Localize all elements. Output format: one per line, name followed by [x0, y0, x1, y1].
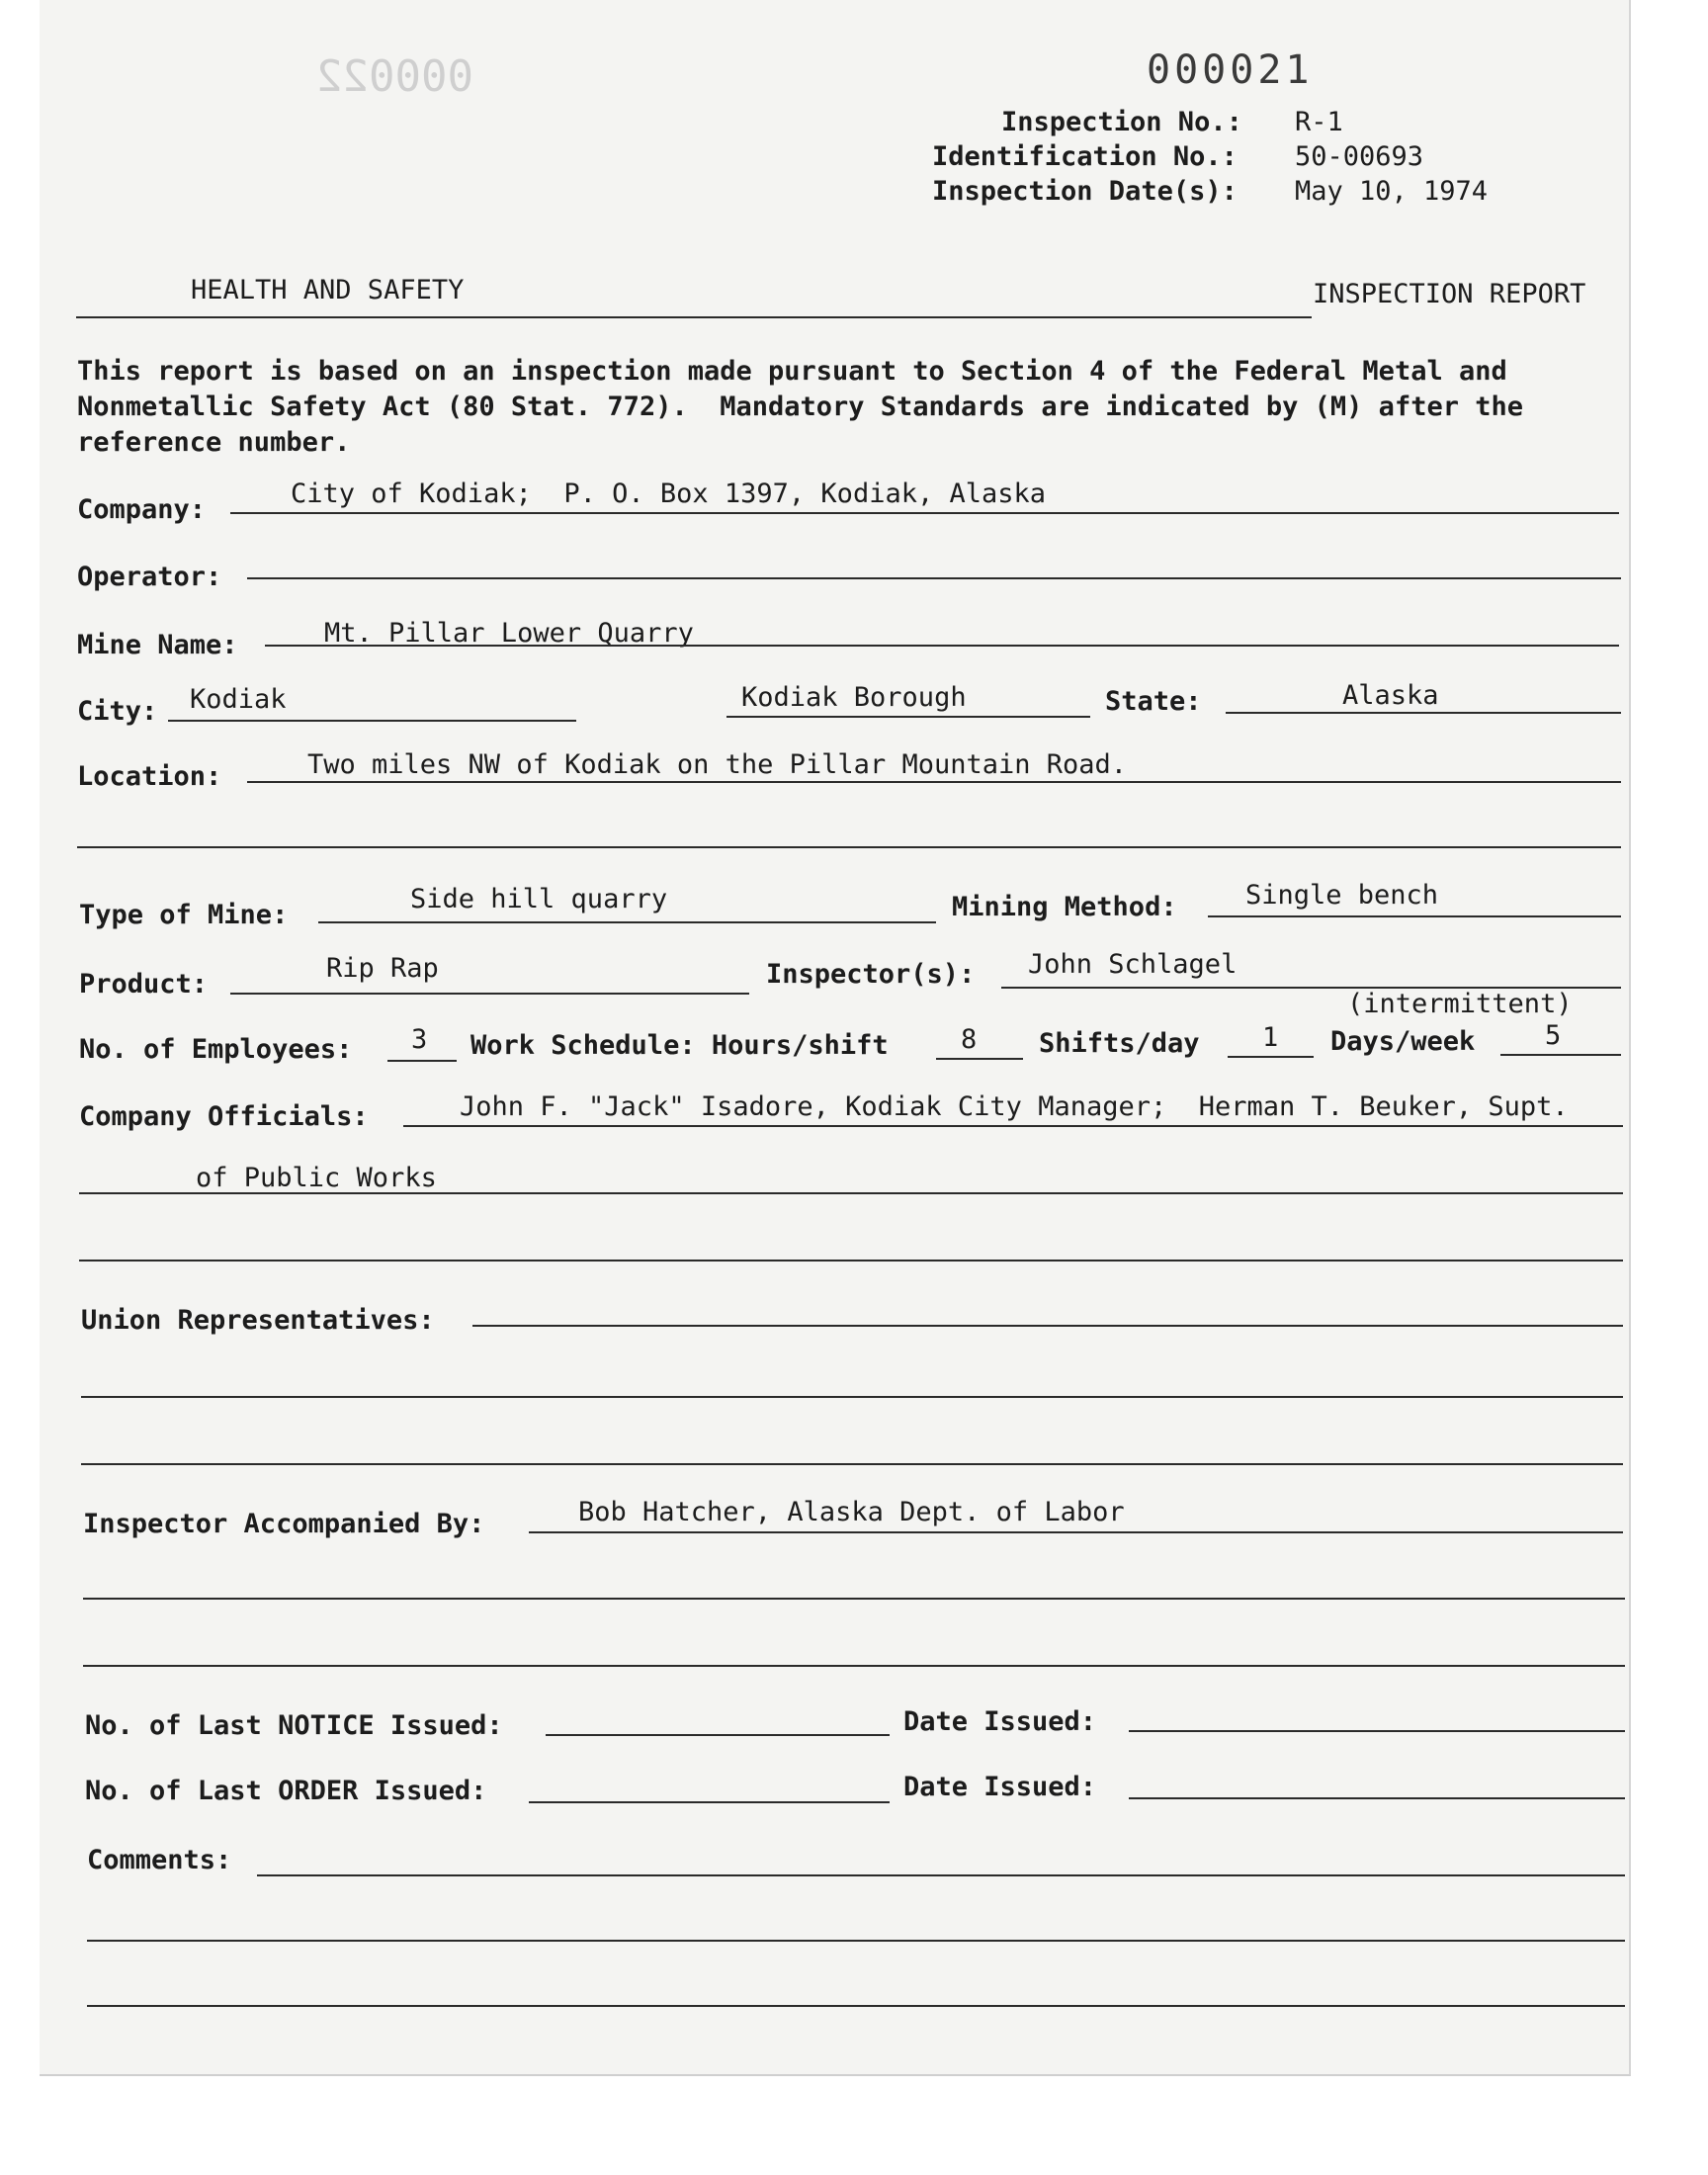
identification-no-value: 50-00693: [1295, 141, 1424, 172]
employees-underline: [387, 1060, 457, 1062]
accompanied-label: Inspector Accompanied By:: [83, 1509, 485, 1539]
officials-underline-2: [79, 1192, 1623, 1194]
state-underline: [1226, 712, 1621, 714]
intermittent-note: (intermittent): [1347, 989, 1573, 1019]
date-issued-label-2: Date Issued:: [903, 1772, 1097, 1802]
union-underline: [472, 1325, 1623, 1327]
inspection-no-label: Inspection No.:: [1001, 107, 1242, 137]
type-of-mine-underline: [318, 921, 936, 923]
inspection-dates-value: May 10, 1974: [1295, 176, 1489, 207]
inspectors-label: Inspector(s):: [766, 959, 976, 990]
product-value: Rip Rap: [326, 953, 439, 984]
union-underline-2: [81, 1396, 1623, 1398]
state-value: Alaska: [1342, 680, 1439, 711]
title-rule: [76, 316, 1312, 318]
shifts-per-day-value: 1: [1262, 1022, 1279, 1053]
accompanied-underline-2: [83, 1598, 1625, 1600]
intro-line-2: Nonmetallic Safety Act (80 Stat. 772). Mandatory Standards are indicated by (M) after the: [77, 392, 1523, 422]
comments-label: Comments:: [87, 1845, 232, 1875]
last-notice-label: No. of Last NOTICE Issued:: [85, 1710, 503, 1741]
mine-name-value: Mt. Pillar Lower Quarry: [324, 618, 694, 649]
date-issued-label-1: Date Issued:: [903, 1706, 1097, 1737]
last-notice-underline: [546, 1734, 890, 1736]
comments-underline: [257, 1874, 1625, 1876]
document-number: 000021: [1147, 47, 1314, 93]
officials-value-line-2: of Public Works: [196, 1163, 437, 1193]
location-underline: [247, 781, 1621, 783]
officials-underline: [403, 1125, 1623, 1127]
hours-underline: [936, 1058, 1023, 1060]
mining-method-value: Single bench: [1245, 880, 1439, 911]
company-underline: [230, 512, 1619, 514]
company-label: Company:: [77, 494, 207, 525]
accompanied-value: Bob Hatcher, Alaska Dept. of Labor: [578, 1497, 1125, 1527]
mine-name-underline: [265, 645, 1619, 647]
product-label: Product:: [79, 969, 209, 1000]
officials-underline-3: [79, 1260, 1623, 1262]
state-label: State:: [1105, 686, 1202, 717]
inspection-no-value: R-1: [1295, 107, 1343, 137]
inspectors-value: John Schlagel: [1028, 949, 1238, 980]
work-schedule-label: Work Schedule: Hours/shift: [470, 1030, 889, 1061]
accompanied-underline-3: [83, 1665, 1625, 1667]
operator-underline: [247, 577, 1621, 579]
borough-value: Kodiak Borough: [741, 682, 967, 713]
employees-value: 3: [411, 1024, 428, 1055]
shifts-underline: [1228, 1056, 1314, 1058]
comments-underline-2: [87, 1940, 1625, 1942]
location-label: Location:: [77, 761, 222, 792]
officials-label: Company Officials:: [79, 1101, 369, 1132]
intro-line-3: reference number.: [77, 427, 351, 458]
employees-label: No. of Employees:: [79, 1034, 353, 1065]
hours-per-shift-value: 8: [961, 1024, 978, 1055]
city-value: Kodiak: [190, 684, 287, 715]
identification-no-label: Identification No.:: [932, 141, 1238, 172]
comments-underline-3: [87, 2005, 1625, 2007]
city-label: City:: [77, 696, 158, 727]
city-underline: [168, 720, 576, 722]
shifts-label: Shifts/day: [1039, 1028, 1200, 1059]
last-order-underline: [529, 1801, 890, 1803]
type-of-mine-label: Type of Mine:: [79, 900, 289, 930]
product-underline: [230, 993, 749, 995]
location-value: Two miles NW of Kodiak on the Pillar Mountain Road.: [307, 749, 1128, 780]
operator-label: Operator:: [77, 562, 222, 592]
union-underline-3: [81, 1463, 1623, 1465]
ghost-document-number: 000022: [316, 51, 473, 102]
type-of-mine-value: Side hill quarry: [410, 884, 668, 914]
accompanied-underline: [529, 1531, 1623, 1533]
officials-value-line-1: John F. "Jack" Isadore, Kodiak City Manager; Herman T. Beuker, Supt.: [460, 1091, 1569, 1122]
date-issued-underline-1: [1129, 1730, 1625, 1732]
days-label: Days/week: [1330, 1026, 1476, 1057]
union-label: Union Representatives:: [81, 1305, 435, 1336]
date-issued-underline-2: [1129, 1797, 1625, 1799]
title-inspection-report: INSPECTION REPORT: [1313, 279, 1586, 309]
borough-underline: [726, 716, 1090, 718]
title-health-safety: HEALTH AND SAFETY: [191, 275, 465, 305]
days-underline: [1500, 1054, 1621, 1056]
intro-line-1: This report is based on an inspection made pursuant to Section 4 of the Federal Metal and: [77, 356, 1507, 387]
mine-name-label: Mine Name:: [77, 630, 238, 660]
days-per-week-value: 5: [1545, 1020, 1562, 1051]
inspection-dates-label: Inspection Date(s):: [932, 176, 1238, 207]
last-order-label: No. of Last ORDER Issued:: [85, 1776, 487, 1806]
location-underline-2: [77, 846, 1621, 848]
company-value: City of Kodiak; P. O. Box 1397, Kodiak, Alaska: [291, 478, 1047, 509]
mining-method-label: Mining Method:: [952, 892, 1177, 922]
mining-method-underline: [1208, 915, 1621, 917]
